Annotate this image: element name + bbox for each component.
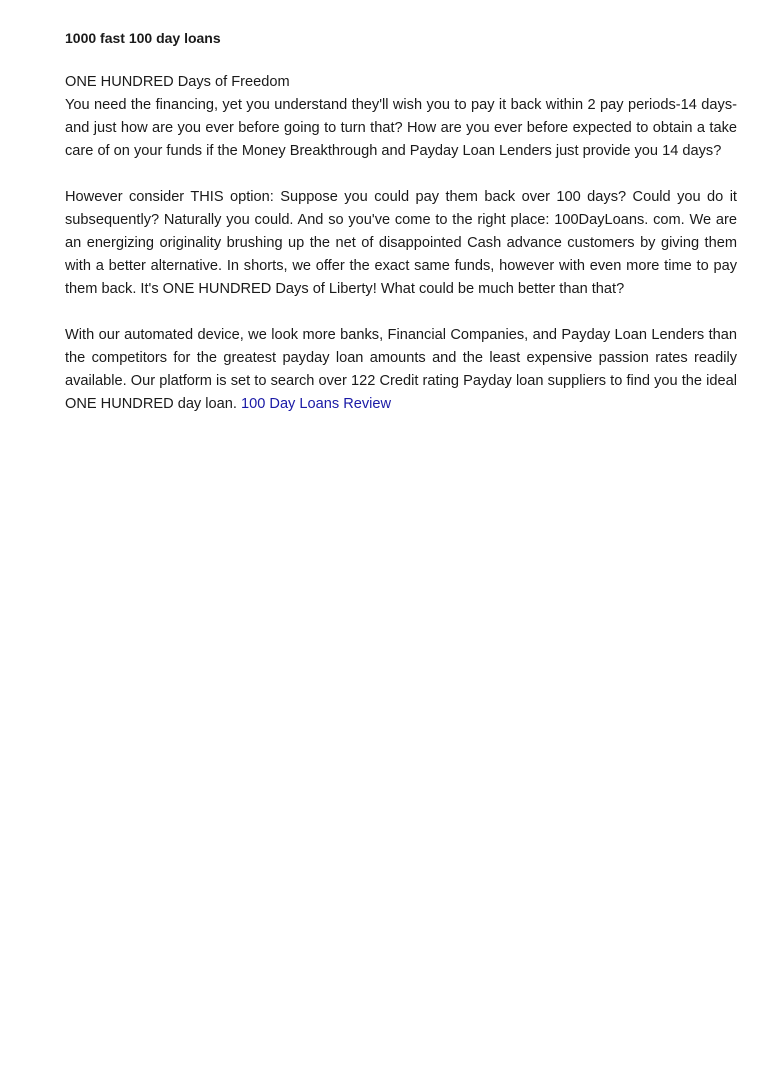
- document-title: 1000 fast 100 day loans: [65, 30, 221, 46]
- paragraph-automation: [65, 324, 737, 416]
- section-heading: ONE HUNDRED Days of Freedom: [65, 74, 290, 90]
- document-body: [65, 27, 737, 439]
- paragraph-intro: [65, 71, 737, 163]
- paragraph-option: [65, 186, 737, 301]
- paragraph-text: With our automated device, we look more banks, Financial Companies, and Payday Loan Lenders than the competitors for the greatest payday loan amounts and the least expensive passion rates readily available. Our platform is set to search over 122 Credit rating Payday loan suppliers to find you the ideal ONE HUNDRED day loan.: [65, 327, 737, 412]
- paragraph-text: You need the financing, yet you understand they'll wish you to pay it back within 2 pay periods-14 days-and just how are you ever before going to turn that? How are you ever before expected to obtain a take care of on your funds if the Money Breakthrough and Payday Loan Lenders just provide you 14 days?: [65, 97, 737, 159]
- review-link[interactable]: 100 Day Loans Review: [241, 396, 392, 412]
- paragraph-text: However consider THIS option: Suppose you could pay them back over 100 days? Could you do it subsequently? Naturally you could. And so you've come to the right place: 100DayLoans. com. We are an energizing originality brushing up the net of disappointed Cash advance customers by giving them with a better alternative. In shorts, we offer the exact same funds, however with even more time to pay them back. It's ONE HUNDRED Days of Liberty! What could be much better than that?: [65, 189, 737, 297]
